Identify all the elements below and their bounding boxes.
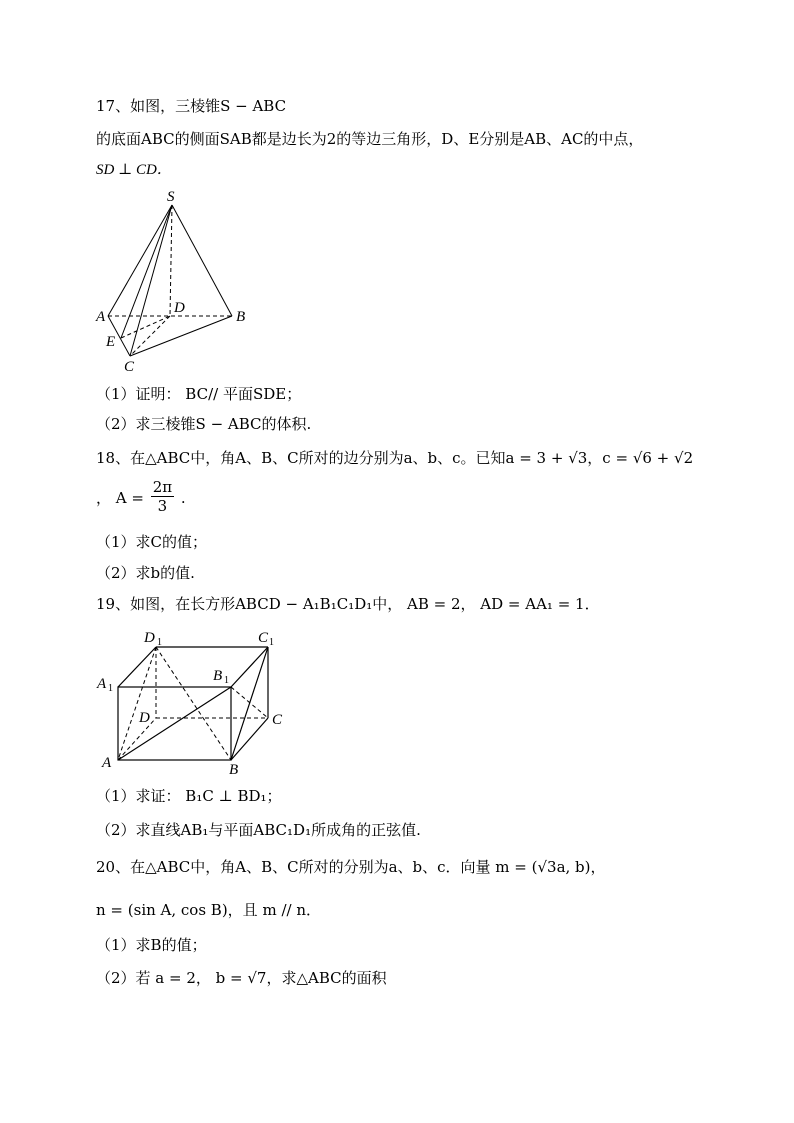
- label-B1-subscript: 1: [224, 675, 229, 686]
- q17-title: 17、如图，三棱锥S − ABC: [96, 97, 287, 115]
- q19-statement: 19、如图，在长方形ABCD − A₁B₁C₁D₁中， AB = 2， AD = AA₁ = 1．: [96, 595, 600, 613]
- label-A: A: [96, 309, 106, 325]
- label-B: B: [236, 309, 246, 325]
- q17-statement: 的底面ABC的侧面SAB都是边长为2的等边三角形，D、E分别是AB、AC的中点，: [96, 130, 644, 148]
- q20-statement: 20、在△ABC中，角A、B、C所对的分别为a、b、c．向量 m = (√3a, b)，: [96, 858, 606, 876]
- q18-part2: （2）求b的值.: [96, 564, 195, 582]
- q17-part2: （2）求三棱锥S − ABC的体积.: [96, 415, 312, 433]
- q18-condition-prefix: ， A =: [96, 489, 144, 507]
- label-C1: C: [258, 630, 269, 646]
- q20-part2: （2）若 a = 2， b = √7，求△ABC的面积: [96, 969, 387, 987]
- q18-part1: （1）求C的值；: [96, 533, 208, 551]
- label-S: S: [167, 189, 175, 205]
- q20-part1: （1）求B的值；: [96, 936, 207, 954]
- q19-part1: （1）求证： B₁C ⊥ BD₁；: [96, 787, 282, 805]
- q19-cuboid-figure: [94, 622, 294, 782]
- q18-condition-suffix: .: [180, 489, 186, 507]
- q18-fraction: [151, 478, 174, 515]
- label-C: C: [272, 712, 283, 728]
- label-D: D: [139, 710, 150, 726]
- label-A1: A: [97, 676, 107, 692]
- label-B: B: [229, 762, 239, 778]
- label-C: C: [124, 359, 135, 375]
- label-A1-subscript: 1: [108, 683, 113, 694]
- label-A: A: [102, 755, 112, 771]
- q17-pyramid-figure: [90, 186, 260, 376]
- q19-part2: （2）求直线AB₁与平面ABC₁D₁所成角的正弦值.: [96, 821, 421, 839]
- label-D1-subscript: 1: [157, 637, 162, 648]
- label-D1: D: [144, 630, 155, 646]
- q18-fraction-numerator: 2π: [152, 478, 173, 496]
- q18-statement: 18、在△ABC中，角A、B、C所对的边分别为a、b、c。已知a = 3 + √3，c = √6 + √2: [96, 449, 694, 467]
- label-C1-subscript: 1: [269, 637, 274, 648]
- q18-condition: [96, 478, 186, 522]
- q18-fraction-denominator: 3: [157, 497, 168, 515]
- q17-part1: （1）证明： BC// 平面SDE；: [96, 385, 302, 403]
- q17-condition: SD ⊥ CD．: [96, 162, 172, 178]
- label-D: D: [174, 300, 185, 316]
- q20-condition: n = (sin A, cos B)，且 m // n．: [96, 901, 321, 919]
- label-B1: B: [213, 668, 223, 684]
- label-E: E: [106, 334, 116, 350]
